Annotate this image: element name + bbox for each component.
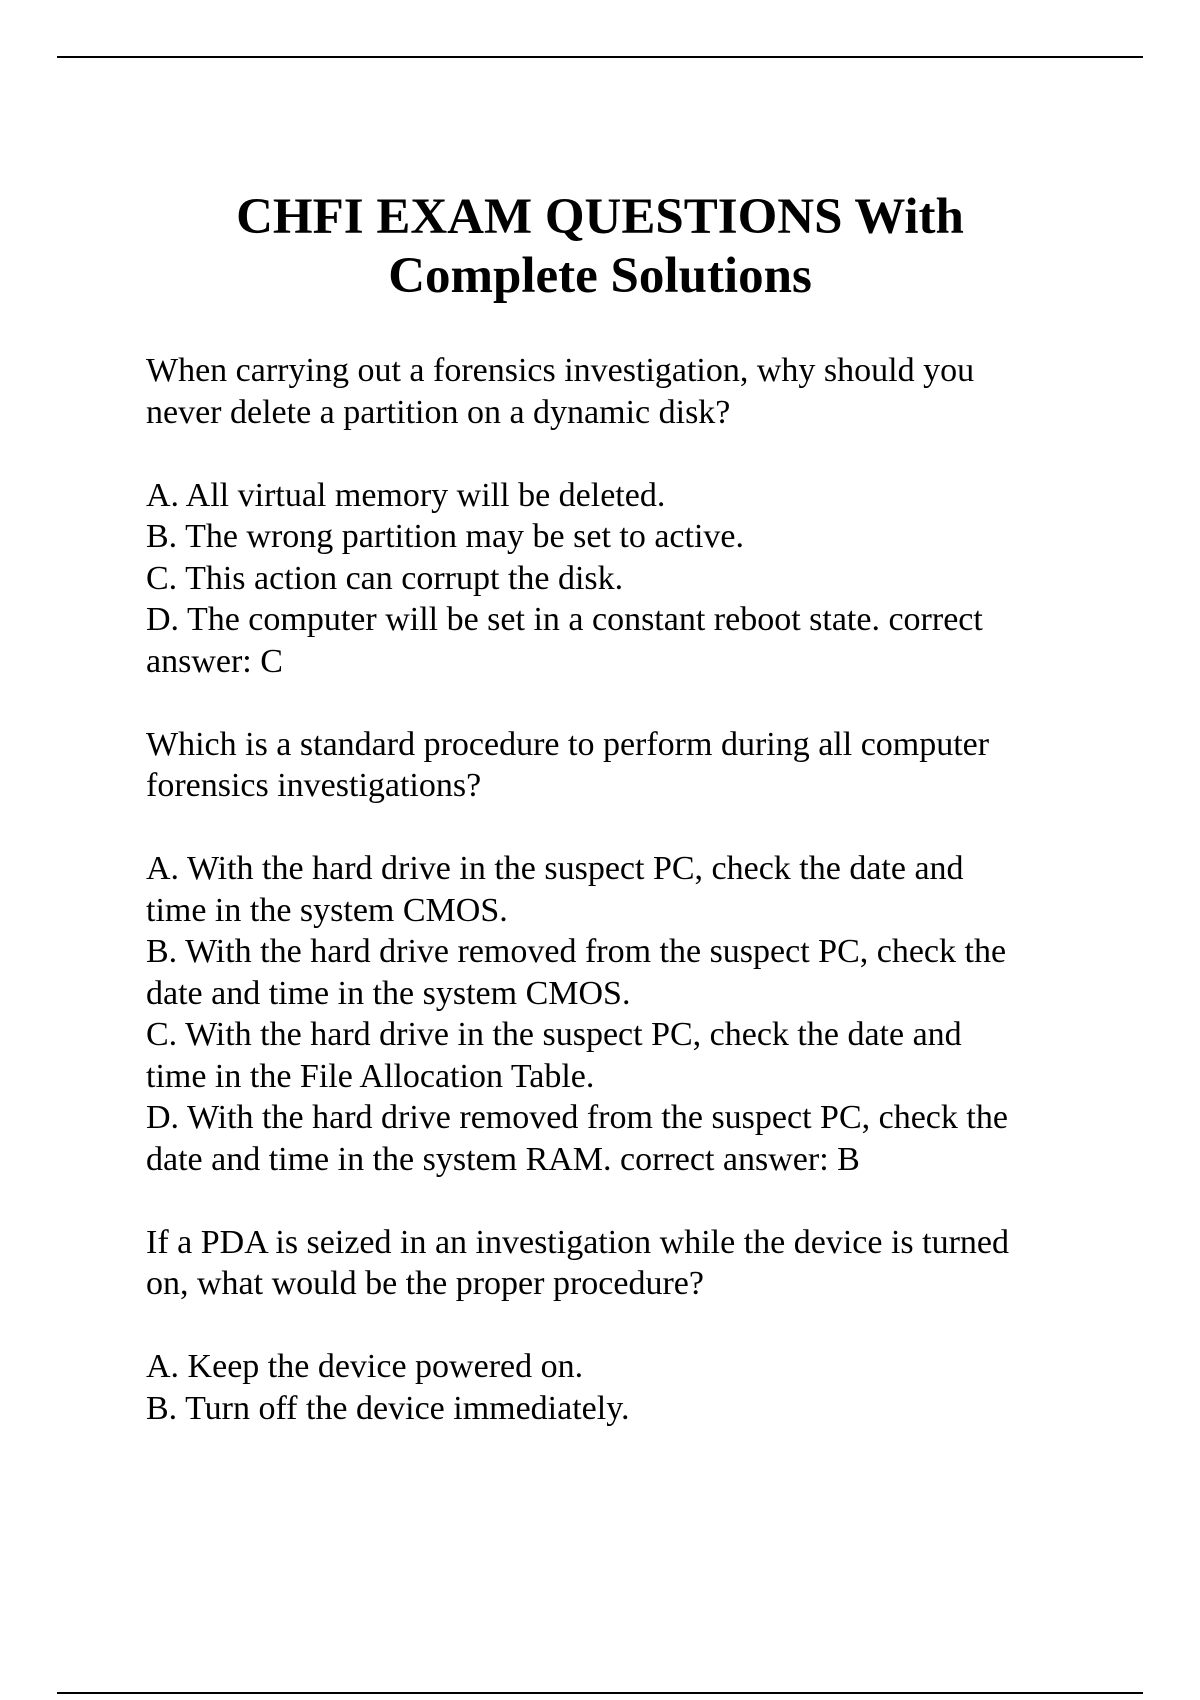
question-text-line: When carrying out a forensics investigation, why should you <box>146 352 975 389</box>
question-2-options <box>146 848 1096 1180</box>
option-line: A. Keep the device powered on. <box>146 1348 584 1385</box>
question-text-line: Which is a standard procedure to perform during all computer <box>146 725 990 763</box>
option-line: time in the system CMOS. <box>146 891 508 929</box>
question-3-options <box>146 1346 1096 1429</box>
answer-line: answer: C <box>146 642 283 680</box>
footer-rule <box>57 1692 1143 1694</box>
option-line: B. The wrong partition may be set to active. <box>146 518 745 555</box>
question-2 <box>146 724 1096 807</box>
document-body <box>146 350 1096 1429</box>
option-line: time in the File Allocation Table. <box>146 1057 595 1095</box>
question-3 <box>146 1222 1096 1305</box>
option-line: C. This action can corrupt the disk. <box>146 559 624 597</box>
option-line: C. With the hard drive in the suspect PC, check the date and <box>146 1016 962 1053</box>
document-title <box>0 188 1200 306</box>
option-line: A. With the hard drive in the suspect PC, check the date and <box>146 850 964 887</box>
option-line: B. Turn off the device immediately. <box>146 1389 630 1427</box>
title-line: Complete Solutions <box>388 248 812 304</box>
answer-line: date and time in the system RAM. correct answer: B <box>146 1140 860 1178</box>
question-text-line: forensics investigations? <box>146 767 482 804</box>
option-line: date and time in the system CMOS. <box>146 974 631 1012</box>
option-line: A. All virtual memory will be deleted. <box>146 476 666 514</box>
option-line: B. With the hard drive removed from the suspect PC, check the <box>146 933 1007 970</box>
question-text-line: on, what would be the proper procedure? <box>146 1265 704 1302</box>
question-1-options <box>146 475 1096 683</box>
question-text-line: If a PDA is seized in an investigation while the device is turned <box>146 1223 1010 1261</box>
header-rule <box>57 56 1143 58</box>
option-line: D. With the hard drive removed from the suspect PC, check the <box>146 1099 1008 1136</box>
question-text-line: never delete a partition on a dynamic disk? <box>146 393 731 431</box>
title-line: CHFI EXAM QUESTIONS With <box>236 189 964 245</box>
question-1 <box>146 350 1096 433</box>
option-line: D. The computer will be set in a constant reboot state. correct <box>146 601 983 638</box>
